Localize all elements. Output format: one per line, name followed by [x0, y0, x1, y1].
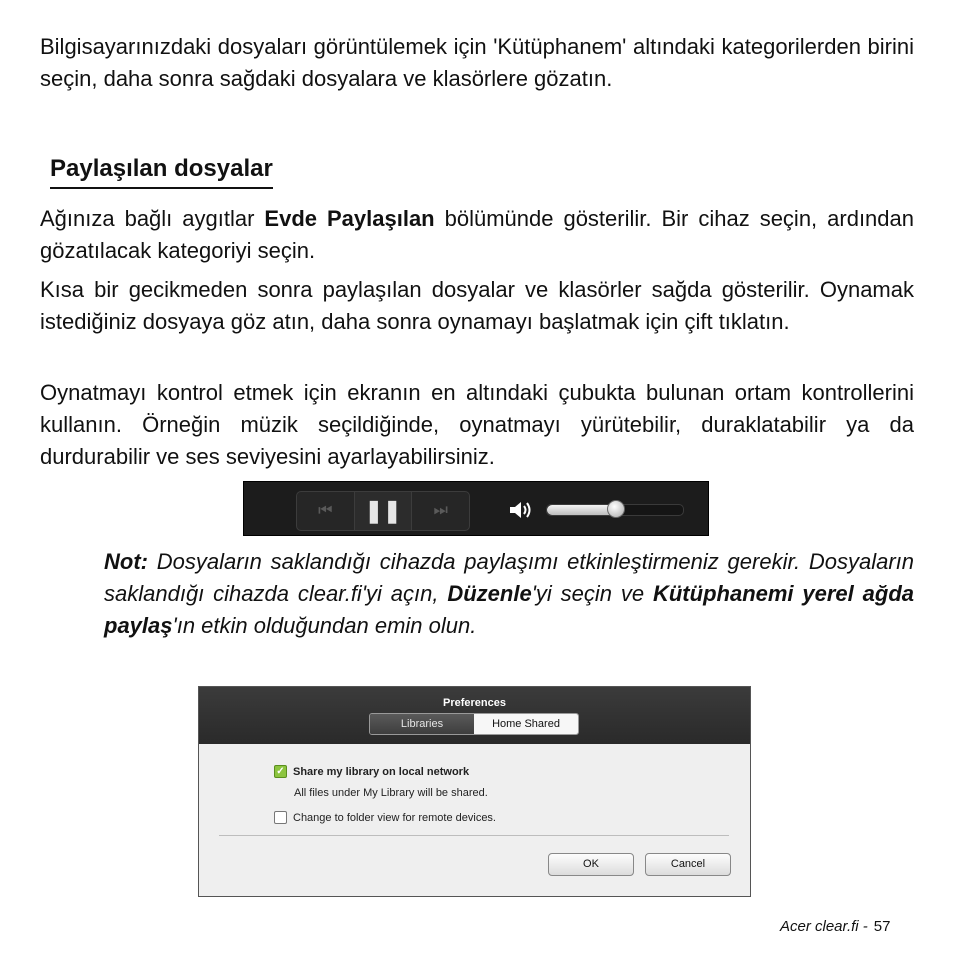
page-footer [780, 918, 890, 935]
dialog-separator [219, 835, 729, 836]
pause-icon: ❚❚ [364, 498, 402, 523]
pause-button[interactable] [355, 492, 413, 530]
devices-paragraph [40, 203, 914, 267]
tab-home-shared[interactable]: Home Shared [474, 714, 578, 734]
folder-view-checkbox[interactable] [274, 811, 287, 824]
edit-term: Düzenle [447, 581, 532, 606]
page-number: 57 [873, 918, 891, 935]
section-heading: Paylaşılan dosyalar [50, 152, 273, 189]
dialog-header [199, 687, 750, 744]
files-paragraph: Kısa bir gecikmeden sonra paylaşılan dosyalar ve klasörler sağda gösterilir. Oynamak istediğiniz dosyaya göz atın, daha sonra oynamayı başlatmak için çift tıklatın. [40, 277, 914, 334]
volume-icon[interactable] [508, 499, 534, 521]
previous-icon: ⏮ [318, 502, 333, 519]
dialog-title: Preferences [443, 697, 506, 709]
cancel-button[interactable]: Cancel [645, 853, 731, 876]
home-shared-term: Evde Paylaşılan [264, 206, 435, 231]
folder-view-option[interactable] [274, 811, 496, 824]
devices-text-1: Ağınıza bağlı aygıtlar [40, 206, 265, 231]
share-library-label: Share my library on local network [293, 765, 470, 778]
preferences-dialog [198, 686, 751, 897]
note-paragraph [104, 546, 914, 642]
volume-slider[interactable] [546, 504, 684, 516]
note-text-2: 'yi seçin ve [531, 581, 653, 606]
note-label: Not: [104, 549, 148, 574]
tab-libraries[interactable]: Libraries [370, 714, 474, 734]
share-library-checkbox[interactable]: ✓ [274, 765, 287, 778]
controls-paragraph: Oynatmayı kontrol etmek için ekranın en altındaki çubukta bulunan ortam kontrollerini kullanın. Örneğin müzik seçildiğinde, oynatmayı yürütebilir, duraklatabilir ya da durdurabilir ve ses seviyesini ayarlayabilirsiniz. [40, 380, 914, 469]
share-library-term: Kütüphanemi yerel ağda paylaş [104, 581, 914, 638]
volume-slider-thumb[interactable] [607, 500, 625, 518]
next-icon: ⏭ [433, 502, 448, 519]
volume-slider-fill [547, 505, 615, 515]
share-library-description: All files under My Library will be shared. [294, 787, 488, 799]
folder-view-label: Change to folder view for remote devices. [293, 811, 496, 824]
transport-controls [296, 491, 470, 531]
media-control-bar [243, 481, 709, 536]
share-library-option[interactable] [274, 765, 469, 778]
next-button[interactable] [412, 492, 469, 530]
note-text-3: 'ın etkin olduğundan emin olun. [172, 613, 477, 638]
note-text-1: Dosyaların saklandığı cihazda paylaşımı etkinleştirmeniz gerekir. Dosyaların saklandığı cihazda clear.fi'yi açın, [104, 549, 914, 606]
footer-title: Acer clear.fi - [780, 918, 868, 935]
ok-button[interactable]: OK [548, 853, 634, 876]
devices-text-2: bölümünde gösterilir. Bir cihaz seçin, ardından gözatılacak kategoriyi seçin. [40, 206, 915, 263]
intro-paragraph: Bilgisayarınızdaki dosyaları görüntülemek için 'Kütüphanem' altındaki kategorilerden birini seçin, daha sonra sağdaki dosyalara ve klasörlere gözatın. [40, 34, 914, 91]
previous-button[interactable] [297, 492, 355, 530]
dialog-tabs [369, 713, 579, 735]
